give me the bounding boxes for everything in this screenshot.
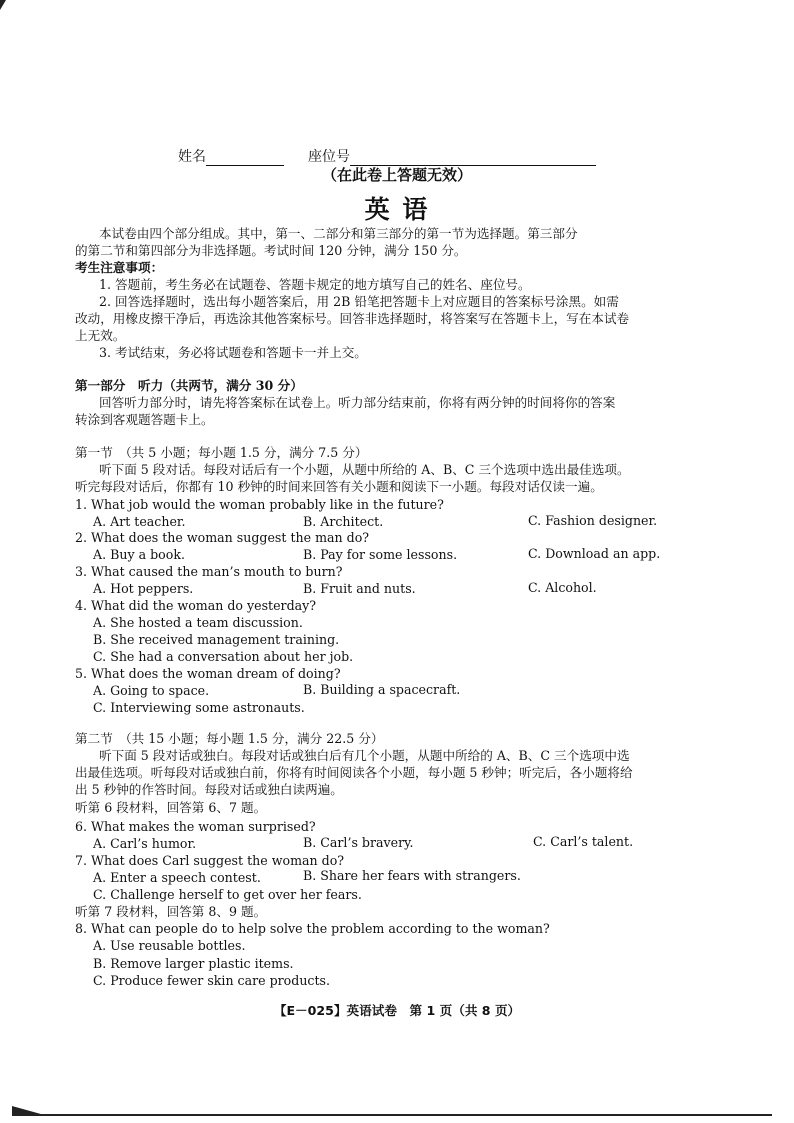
note-1: 1. 答题前，考生务必在试题卷、答题卡规定的地方填写自己的姓名、座位号。: [99, 277, 531, 292]
part1-desc-1: 回答听力部分时，请先将答案标在试卷上。听力部分结束前，你将有两分钟的时间将你的答案: [99, 395, 616, 410]
bottom-edge-line: [22, 1114, 772, 1116]
question-7-option-a: A. Enter a speech contest.: [93, 870, 261, 885]
question-8-stem: 8. What can people do to help solve the problem according to the woman?: [75, 921, 550, 936]
question-2-stem: 2. What does the woman suggest the man do?: [75, 530, 370, 545]
question-7-stem: 7. What does Carl suggest the woman do?: [75, 853, 345, 868]
notes-heading: 考生注意事项：: [75, 260, 164, 275]
question-6-option-b: B. Carl’s bravery.: [303, 835, 414, 850]
note-3: 3. 考试结束，务必将试题卷和答题卡一并上交。: [99, 345, 367, 360]
question-6-option-c: C. Carl’s talent.: [533, 834, 634, 849]
seat-field: [308, 146, 596, 166]
section1-heading: 第一节 （共 5 小题；每小题 1.5 分，满分 7.5 分）: [75, 445, 368, 460]
question-3-stem: 3. What caused the man’s mouth to burn?: [75, 564, 343, 579]
question-1-option-c: C. Fashion designer.: [528, 513, 658, 528]
section2-desc-1: 听下面 5 段对话或独白。每段对话或独白后有几个小题，从题中所给的 A、B、C 三个选项中选: [99, 748, 630, 763]
question-3-option-c: C. Alcohol.: [528, 580, 597, 595]
section2-desc-2: 出最佳选项。听每段对话或独白前，你将有时间阅读各个小题，每小题 5 秒钟；听完后，各小题将给: [75, 765, 633, 780]
material-7-instruction: 听第 7 段材料，回答第 8、9 题。: [75, 904, 267, 919]
page-footer: 【E－025】英语试卷 第 1 页（共 8 页）: [273, 1003, 521, 1018]
question-8-option-c: C. Produce fewer skin care products.: [93, 973, 331, 988]
section1-desc-1: 听下面 5 段对话。每段对话后有一个小题，从题中所给的 A、B、C 三个选项中选出最佳选项。: [99, 462, 630, 477]
question-4-option-a: A. She hosted a team discussion.: [93, 615, 303, 630]
question-5-stem: 5. What does the woman dream of doing?: [75, 666, 341, 681]
question-6-stem: 6. What makes the woman surprised?: [75, 819, 316, 834]
question-1-option-b: B. Architect.: [303, 514, 384, 529]
section2-heading: 第二节 （共 15 小题；每小题 1.5 分，满分 22.5 分）: [75, 731, 384, 746]
question-4-stem: 4. What did the woman do yesterday?: [75, 598, 317, 613]
question-3-option-b: B. Fruit and nuts.: [303, 581, 416, 596]
question-3-option-a: A. Hot peppers.: [93, 581, 194, 596]
question-5-option-b: B. Building a spacecraft.: [303, 682, 461, 697]
question-7-option-c: C. Challenge herself to get over her fears.: [93, 887, 362, 902]
material-6-instruction: 听第 6 段材料，回答第 6、7 题。: [75, 800, 267, 815]
question-2-option-c: C. Download an app.: [528, 546, 661, 561]
question-4-option-b: B. She received management training.: [93, 632, 340, 647]
question-5-option-c: C. Interviewing some astronauts.: [93, 700, 305, 715]
question-8-option-b: B. Remove larger plastic items.: [93, 956, 294, 971]
part1-heading: 第一部分 听力（共两节，满分 30 分）: [75, 378, 303, 393]
name-label: 姓名: [178, 149, 206, 165]
question-6-option-a: A. Carl’s humor.: [93, 836, 197, 851]
seat-label: 座位号: [308, 149, 350, 165]
question-8-option-a: A. Use reusable bottles.: [93, 938, 246, 953]
note-2-line-2: 改动，用橡皮擦干净后，再选涂其他答案标号。回答非选择题时，将答案写在答题卡上，写在本试卷: [75, 311, 630, 326]
page-title: 英 语: [364, 195, 430, 224]
question-1-option-a: A. Art teacher.: [93, 514, 186, 529]
part1-desc-2: 转涂到客观题答题卡上。: [75, 412, 214, 427]
corner-mark: [0, 0, 6, 10]
question-2-option-b: B. Pay for some lessons.: [303, 547, 458, 562]
question-2-option-a: A. Buy a book.: [93, 547, 185, 562]
section2-desc-3: 出 5 秒钟的作答时间。每段对话或独白读两遍。: [75, 782, 343, 797]
question-7-option-b: B. Share her fears with strangers.: [303, 868, 521, 883]
question-1-stem: 1. What job would the woman probably like in the future?: [75, 497, 444, 512]
question-5-option-a: A. Going to space.: [93, 683, 210, 698]
question-4-option-c: C. She had a conversation about her job.: [93, 649, 354, 664]
intro-line-2: 的第二节和第四部分为非选择题。考试时间 120 分钟，满分 150 分。: [75, 243, 467, 258]
note-2-line-3: 上无效。: [75, 328, 126, 343]
name-field: [178, 146, 284, 166]
intro-line-1: 本试卷由四个部分组成。其中，第一、二部分和第三部分的第一节为选择题。第三部分: [99, 226, 578, 241]
section1-desc-2: 听完每段对话后，你都有 10 秒钟的时间来回答有关小题和阅读下一小题。每段对话仅读一遍。: [75, 479, 603, 494]
note-2-line-1: 2. 回答选择题时，选出每小题答案后，用 2B 铅笔把答题卡上对应题目的答案标号涂黑。如需: [99, 294, 619, 309]
notice: （在此卷上答题无效）: [321, 166, 472, 184]
